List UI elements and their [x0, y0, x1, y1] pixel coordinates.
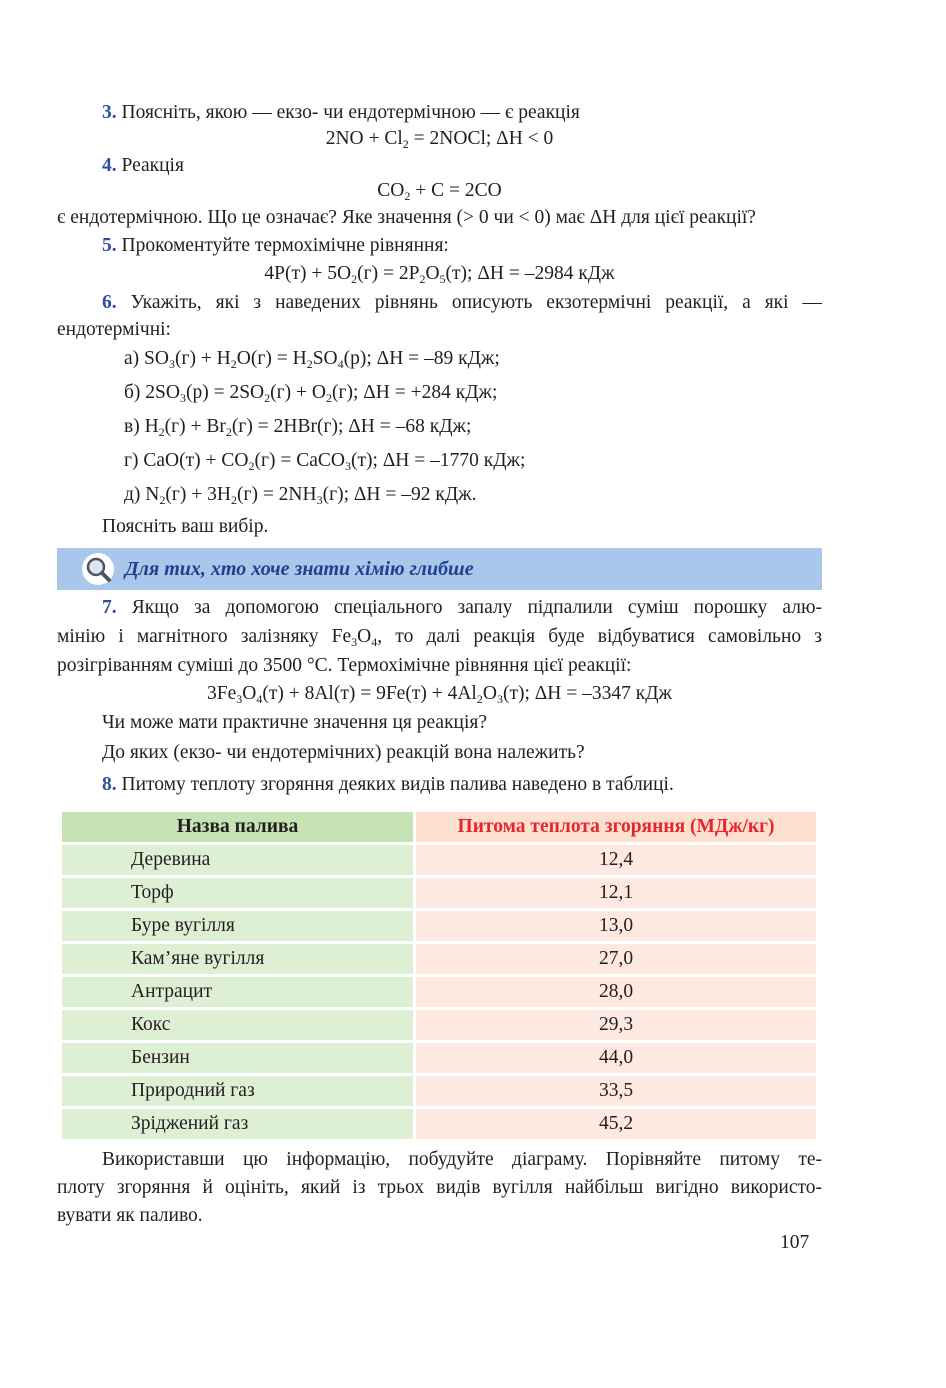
heat-value: 13,0	[416, 911, 816, 941]
table-row	[62, 1010, 816, 1040]
equation-q4: $CO_2 + C = 2CO$	[377, 180, 502, 203]
question-8-after-line-1: Використавши цю інформацію, побудуйте діаграму. Порівняйте питому те-	[102, 1149, 822, 1170]
question-7-line-5: До яких (екзо- чи ендотермічних) реакцій вона належить?	[102, 742, 585, 763]
question-text: Реакція	[121, 155, 184, 176]
equation-item-e: д) $N_2(г) + 3H_2(г) = 2NH_3(г)$; ΔH = –92 кДж.	[124, 484, 477, 507]
equation-item-b: б) $2SO_3(р) = 2SO_2(г) + O_2(г)$; ΔH = +284 кДж;	[124, 382, 498, 405]
table-header-row	[62, 812, 816, 842]
fuel-name: Природний газ	[62, 1076, 413, 1106]
question-number: 7.	[102, 597, 117, 618]
question-8	[102, 772, 867, 798]
question-number: 6.	[102, 292, 117, 313]
question-7-line-3: розігріванням суміші до 3500 °C. Термохімічне рівняння цієї реакції:	[57, 655, 632, 676]
banner-title: Для тих, хто хоче знати хімію глибше	[125, 558, 474, 580]
table-row	[62, 878, 816, 908]
table-row	[62, 1043, 816, 1073]
heat-value: 33,5	[416, 1076, 816, 1106]
equation-q3: $2NO + Cl_2$ = 2NOCl; ΔH < 0	[325, 128, 554, 151]
table-row	[62, 1076, 816, 1106]
question-text: Питому теплоту згоряння деяких видів палива наведено в таблиці.	[121, 774, 674, 795]
question-4	[102, 153, 867, 179]
question-6	[102, 290, 822, 316]
table-row	[62, 977, 816, 1007]
question-text: Укажіть, які з наведених рівнянь описують екзотермічні реакції, а які —	[130, 292, 822, 313]
question-8-after-line-3: вувати як паливо.	[57, 1205, 203, 1226]
equation-item-c: в) $H_2(г) + Br_2(г) = 2HBr(г)$; ΔH = –68 кДж;	[124, 416, 472, 439]
table-row	[62, 944, 816, 974]
question-7: 7. Якщо за допомогою спеціального запалу підпалили суміш порошку алю-	[102, 597, 823, 618]
page-number: 107	[780, 1232, 810, 1253]
fuel-name: Торф	[62, 878, 413, 908]
magnifier-icon	[81, 552, 115, 586]
question-number: 4.	[102, 155, 117, 176]
heat-value: 27,0	[416, 944, 816, 974]
question-7-line-2: мінію і магнітного залізняку $Fe_3O_4$, то далі реакція буде відбуватися самовільно з	[57, 626, 822, 649]
question-number: 5.	[102, 235, 117, 256]
section-banner	[57, 548, 822, 590]
question-4-continuation: є ендотермічною. Що це означає? Яке значення (> 0 чи < 0) має ΔH для цієї реакції?	[57, 207, 756, 228]
heat-value: 29,3	[416, 1010, 816, 1040]
fuel-name: Бензин	[62, 1043, 413, 1073]
equation-q7: $3Fe_3O_4(т) + 8Al(т) = 9Fe(т) + 4Al_2O_3(т)$; ΔH = –3347 кДж	[206, 683, 672, 706]
fuel-name: Буре вугілля	[62, 911, 413, 941]
fuel-name: Зріджений газ	[62, 1109, 413, 1139]
question-text: Поясніть, якою — екзо- чи ендотермічною — є реакція	[121, 102, 580, 123]
equation-item-d: г) $CaO(т) + CO_2(г)$ = CaCO$_3$(т); ΔH = –1770 кДж;	[124, 450, 526, 473]
fuel-table	[59, 809, 819, 1142]
heat-value: 45,2	[416, 1109, 816, 1139]
question-number: 3.	[102, 102, 117, 123]
table-row	[62, 1109, 816, 1139]
question-number: 8.	[102, 774, 117, 795]
column-header-fuel: Назва палива	[62, 812, 413, 842]
heat-value: 12,4	[416, 845, 816, 875]
equation-item-a: а) $SO_3(г) + H_2O(г) = H_2SO_4(р)$; ΔH = –89 кДж;	[124, 348, 500, 371]
fuel-name: Кам’яне вугілля	[62, 944, 413, 974]
fuel-name: Деревина	[62, 845, 413, 875]
question-8-after-line-2: плоту згоряння й оцініть, який із трьох видів вугілля найбільш вигідно використо-	[57, 1177, 822, 1198]
fuel-name: Антрацит	[62, 977, 413, 1007]
heat-value: 44,0	[416, 1043, 816, 1073]
table-row	[62, 911, 816, 941]
question-7-line-4: Чи може мати практичне значення ця реакція?	[102, 712, 488, 733]
question-6-continuation: ендотермічні:	[57, 319, 171, 340]
table-row	[62, 845, 816, 875]
question-3	[102, 100, 867, 126]
question-6-explain: Поясніть ваш вибір.	[102, 516, 269, 537]
question-5	[102, 233, 867, 259]
heat-value: 12,1	[416, 878, 816, 908]
question-text: Прокоментуйте термохімічне рівняння:	[121, 235, 449, 256]
equation-q5: $4P(т) + 5O_2(г) = 2P_2O_5(т)$; ΔH = –2984 кДж	[264, 263, 615, 286]
fuel-name: Кокс	[62, 1010, 413, 1040]
heat-value: 28,0	[416, 977, 816, 1007]
column-header-heat: Питома теплота згоряння (МДж/кг)	[416, 812, 816, 842]
